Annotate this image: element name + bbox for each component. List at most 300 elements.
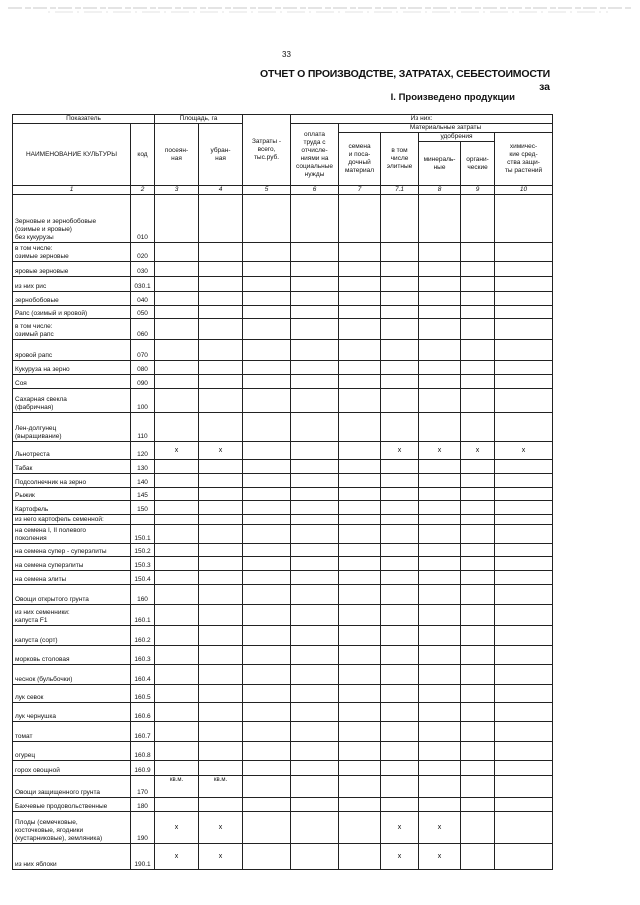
data-cell[interactable] [339,525,381,544]
data-cell[interactable] [461,277,495,292]
data-cell[interactable] [461,292,495,306]
data-cell[interactable] [381,306,419,319]
data-cell[interactable] [461,413,495,442]
data-cell[interactable] [291,776,339,798]
x-mark[interactable]: x [381,812,419,844]
data-cell[interactable] [461,340,495,361]
data-cell[interactable] [243,488,291,501]
data-cell[interactable] [495,722,553,742]
data-cell[interactable] [155,646,199,665]
data-cell[interactable] [495,413,553,442]
data-cell[interactable] [291,375,339,389]
data-cell[interactable] [199,361,243,375]
data-cell[interactable] [381,742,419,761]
data-cell[interactable] [199,685,243,703]
data-cell[interactable] [495,776,553,798]
data-cell[interactable] [155,474,199,488]
data-cell[interactable] [419,776,461,798]
data-cell[interactable] [381,361,419,375]
data-cell[interactable] [243,544,291,557]
data-cell[interactable] [495,665,553,685]
data-cell[interactable] [291,571,339,585]
data-cell[interactable] [291,361,339,375]
data-cell[interactable] [243,761,291,776]
data-cell[interactable] [199,319,243,340]
data-cell[interactable] [243,413,291,442]
x-mark[interactable]: x [419,442,461,460]
data-cell[interactable] [419,544,461,557]
data-cell[interactable] [155,460,199,474]
data-cell[interactable] [381,585,419,605]
data-cell[interactable] [291,460,339,474]
data-cell[interactable] [291,389,339,413]
data-cell[interactable] [461,844,495,870]
data-cell[interactable] [339,515,381,525]
data-cell[interactable] [495,515,553,525]
data-cell[interactable] [461,544,495,557]
data-cell[interactable] [419,525,461,544]
data-cell[interactable] [419,665,461,685]
data-cell[interactable] [381,340,419,361]
data-cell[interactable] [291,544,339,557]
data-cell[interactable] [243,319,291,340]
data-cell[interactable] [291,525,339,544]
data-cell[interactable] [291,277,339,292]
data-cell[interactable] [339,685,381,703]
data-cell[interactable] [461,460,495,474]
data-cell[interactable] [381,460,419,474]
data-cell[interactable] [291,585,339,605]
data-cell[interactable] [155,703,199,722]
data-cell[interactable] [495,306,553,319]
data-cell[interactable] [291,742,339,761]
data-cell[interactable] [461,243,495,262]
data-cell[interactable] [243,742,291,761]
data-cell[interactable] [243,375,291,389]
data-cell[interactable] [495,605,553,626]
data-cell[interactable] [495,195,553,243]
data-cell[interactable] [419,361,461,375]
data-cell[interactable] [243,812,291,844]
data-cell[interactable] [155,488,199,501]
data-cell[interactable] [199,605,243,626]
data-cell[interactable] [339,306,381,319]
data-cell[interactable] [495,685,553,703]
data-cell[interactable] [381,375,419,389]
data-cell[interactable] [461,626,495,646]
data-cell[interactable] [381,501,419,515]
data-cell[interactable] [291,501,339,515]
data-cell[interactable] [339,571,381,585]
x-mark[interactable]: x [495,442,553,460]
data-cell[interactable] [381,525,419,544]
data-cell[interactable] [155,262,199,277]
data-cell[interactable] [243,776,291,798]
data-cell[interactable] [155,501,199,515]
data-cell[interactable] [243,442,291,460]
data-cell[interactable] [199,306,243,319]
data-cell[interactable] [243,306,291,319]
data-cell[interactable] [495,501,553,515]
data-cell[interactable] [419,488,461,501]
data-cell[interactable] [381,605,419,626]
data-cell[interactable] [291,812,339,844]
data-cell[interactable] [339,474,381,488]
data-cell[interactable] [199,665,243,685]
data-cell[interactable] [461,515,495,525]
data-cell[interactable] [381,292,419,306]
data-cell[interactable] [199,525,243,544]
data-cell[interactable] [495,761,553,776]
data-cell[interactable] [291,413,339,442]
data-cell[interactable] [199,340,243,361]
data-cell[interactable] [419,195,461,243]
data-cell[interactable] [339,605,381,626]
data-cell[interactable] [381,761,419,776]
data-cell[interactable] [495,812,553,844]
data-cell[interactable] [243,460,291,474]
data-cell[interactable] [461,361,495,375]
data-cell[interactable] [419,798,461,812]
data-cell[interactable] [155,389,199,413]
data-cell[interactable] [199,413,243,442]
data-cell[interactable] [199,571,243,585]
data-cell[interactable] [495,375,553,389]
data-cell[interactable] [243,722,291,742]
data-cell[interactable] [243,557,291,571]
data-cell[interactable] [155,605,199,626]
data-cell[interactable] [419,605,461,626]
data-cell[interactable] [243,389,291,413]
data-cell[interactable] [339,557,381,571]
data-cell[interactable] [243,501,291,515]
x-mark[interactable]: x [155,844,199,870]
data-cell[interactable] [155,742,199,761]
data-cell[interactable] [291,195,339,243]
data-cell[interactable] [291,626,339,646]
data-cell[interactable] [461,375,495,389]
data-cell[interactable] [495,474,553,488]
data-cell[interactable] [381,243,419,262]
data-cell[interactable] [381,703,419,722]
unit-label[interactable]: кв.м. [199,776,243,798]
data-cell[interactable] [461,742,495,761]
data-cell[interactable] [339,277,381,292]
x-mark[interactable]: x [199,442,243,460]
data-cell[interactable] [419,306,461,319]
data-cell[interactable] [419,722,461,742]
data-cell[interactable] [243,243,291,262]
data-cell[interactable] [461,488,495,501]
x-mark[interactable]: x [461,442,495,460]
data-cell[interactable] [419,703,461,722]
data-cell[interactable] [243,525,291,544]
data-cell[interactable] [419,375,461,389]
data-cell[interactable] [495,340,553,361]
data-cell[interactable] [461,557,495,571]
data-cell[interactable] [381,488,419,501]
data-cell[interactable] [339,665,381,685]
data-cell[interactable] [461,798,495,812]
data-cell[interactable] [381,544,419,557]
data-cell[interactable] [339,361,381,375]
data-cell[interactable] [495,626,553,646]
data-cell[interactable] [291,243,339,262]
data-cell[interactable] [339,544,381,557]
data-cell[interactable] [495,742,553,761]
data-cell[interactable] [339,646,381,665]
data-cell[interactable] [243,292,291,306]
data-cell[interactable] [199,544,243,557]
data-cell[interactable] [419,413,461,442]
data-cell[interactable] [495,646,553,665]
data-cell[interactable] [339,798,381,812]
data-cell[interactable] [461,646,495,665]
data-cell[interactable] [155,340,199,361]
data-cell[interactable] [461,525,495,544]
data-cell[interactable] [339,812,381,844]
data-cell[interactable] [243,474,291,488]
data-cell[interactable] [291,844,339,870]
data-cell[interactable] [419,277,461,292]
data-cell[interactable] [291,474,339,488]
data-cell[interactable] [461,585,495,605]
data-cell[interactable] [495,319,553,340]
data-cell[interactable] [339,292,381,306]
data-cell[interactable] [339,243,381,262]
data-cell[interactable] [199,515,243,525]
data-cell[interactable] [419,585,461,605]
data-cell[interactable] [381,722,419,742]
data-cell[interactable] [155,626,199,646]
x-mark[interactable]: x [381,442,419,460]
data-cell[interactable] [155,571,199,585]
data-cell[interactable] [495,243,553,262]
data-cell[interactable] [199,703,243,722]
data-cell[interactable] [291,557,339,571]
x-mark[interactable]: x [199,844,243,870]
data-cell[interactable] [199,243,243,262]
data-cell[interactable] [291,442,339,460]
data-cell[interactable] [495,585,553,605]
data-cell[interactable] [419,474,461,488]
data-cell[interactable] [155,665,199,685]
data-cell[interactable] [381,515,419,525]
x-mark[interactable]: x [155,442,199,460]
data-cell[interactable] [243,646,291,665]
data-cell[interactable] [243,262,291,277]
data-cell[interactable] [495,389,553,413]
data-cell[interactable] [461,761,495,776]
data-cell[interactable] [381,277,419,292]
data-cell[interactable] [461,776,495,798]
data-cell[interactable] [495,571,553,585]
data-cell[interactable] [495,798,553,812]
data-cell[interactable] [155,515,199,525]
data-cell[interactable] [243,571,291,585]
data-cell[interactable] [495,277,553,292]
data-cell[interactable] [199,195,243,243]
data-cell[interactable] [495,703,553,722]
data-cell[interactable] [291,488,339,501]
x-mark[interactable]: x [419,844,461,870]
data-cell[interactable] [199,488,243,501]
data-cell[interactable] [461,262,495,277]
data-cell[interactable] [461,812,495,844]
data-cell[interactable] [461,306,495,319]
data-cell[interactable] [155,361,199,375]
data-cell[interactable] [155,557,199,571]
data-cell[interactable] [495,361,553,375]
data-cell[interactable] [381,776,419,798]
data-cell[interactable] [419,243,461,262]
data-cell[interactable] [495,488,553,501]
data-cell[interactable] [199,798,243,812]
data-cell[interactable] [199,375,243,389]
data-cell[interactable] [339,501,381,515]
data-cell[interactable] [155,195,199,243]
data-cell[interactable] [381,571,419,585]
data-cell[interactable] [339,389,381,413]
data-cell[interactable] [419,571,461,585]
data-cell[interactable] [419,501,461,515]
data-cell[interactable] [461,501,495,515]
data-cell[interactable] [381,413,419,442]
data-cell[interactable] [291,262,339,277]
data-cell[interactable] [199,557,243,571]
data-cell[interactable] [199,474,243,488]
data-cell[interactable] [461,605,495,626]
data-cell[interactable] [291,798,339,812]
data-cell[interactable] [495,460,553,474]
data-cell[interactable] [419,646,461,665]
data-cell[interactable] [381,389,419,413]
data-cell[interactable] [155,685,199,703]
data-cell[interactable] [291,605,339,626]
data-cell[interactable] [243,844,291,870]
data-cell[interactable] [381,685,419,703]
data-cell[interactable] [419,685,461,703]
data-cell[interactable] [461,571,495,585]
data-cell[interactable] [381,319,419,340]
data-cell[interactable] [339,488,381,501]
data-cell[interactable] [419,389,461,413]
data-cell[interactable] [243,798,291,812]
data-cell[interactable] [339,776,381,798]
data-cell[interactable] [419,340,461,361]
data-cell[interactable] [381,195,419,243]
data-cell[interactable] [339,703,381,722]
data-cell[interactable] [199,277,243,292]
data-cell[interactable] [291,515,339,525]
data-cell[interactable] [339,460,381,474]
data-cell[interactable] [381,798,419,812]
data-cell[interactable] [243,361,291,375]
data-cell[interactable] [419,557,461,571]
data-cell[interactable] [243,277,291,292]
data-cell[interactable] [419,626,461,646]
data-cell[interactable] [461,389,495,413]
data-cell[interactable] [339,340,381,361]
unit-label[interactable]: кв.м. [155,776,199,798]
data-cell[interactable] [155,413,199,442]
data-cell[interactable] [419,742,461,761]
data-cell[interactable] [243,685,291,703]
data-cell[interactable] [199,626,243,646]
data-cell[interactable] [461,685,495,703]
data-cell[interactable] [419,460,461,474]
data-cell[interactable] [495,844,553,870]
data-cell[interactable] [243,605,291,626]
data-cell[interactable] [155,761,199,776]
data-cell[interactable] [381,557,419,571]
data-cell[interactable] [461,665,495,685]
data-cell[interactable] [155,243,199,262]
data-cell[interactable] [461,722,495,742]
data-cell[interactable] [199,389,243,413]
data-cell[interactable] [381,262,419,277]
data-cell[interactable] [339,626,381,646]
data-cell[interactable] [339,319,381,340]
data-cell[interactable] [495,262,553,277]
data-cell[interactable] [199,585,243,605]
data-cell[interactable] [155,277,199,292]
data-cell[interactable] [243,626,291,646]
data-cell[interactable] [199,646,243,665]
data-cell[interactable] [495,557,553,571]
data-cell[interactable] [291,703,339,722]
data-cell[interactable] [243,515,291,525]
data-cell[interactable] [291,306,339,319]
data-cell[interactable] [155,585,199,605]
data-cell[interactable] [461,195,495,243]
data-cell[interactable] [155,544,199,557]
data-cell[interactable] [199,742,243,761]
data-cell[interactable] [339,742,381,761]
data-cell[interactable] [155,525,199,544]
data-cell[interactable] [243,585,291,605]
data-cell[interactable] [495,525,553,544]
data-cell[interactable] [381,474,419,488]
data-cell[interactable] [199,292,243,306]
data-cell[interactable] [339,585,381,605]
data-cell[interactable] [243,665,291,685]
data-cell[interactable] [243,195,291,243]
x-mark[interactable]: x [381,844,419,870]
data-cell[interactable] [495,292,553,306]
data-cell[interactable] [199,262,243,277]
data-cell[interactable] [291,319,339,340]
data-cell[interactable] [155,375,199,389]
data-cell[interactable] [243,703,291,722]
data-cell[interactable] [291,340,339,361]
data-cell[interactable] [199,501,243,515]
data-cell[interactable] [381,665,419,685]
data-cell[interactable] [461,474,495,488]
data-cell[interactable] [199,761,243,776]
data-cell[interactable] [339,375,381,389]
data-cell[interactable] [155,319,199,340]
data-cell[interactable] [199,460,243,474]
data-cell[interactable] [339,722,381,742]
data-cell[interactable] [155,306,199,319]
data-cell[interactable] [339,262,381,277]
data-cell[interactable] [461,319,495,340]
x-mark[interactable]: x [155,812,199,844]
data-cell[interactable] [155,292,199,306]
data-cell[interactable] [291,646,339,665]
data-cell[interactable] [243,340,291,361]
